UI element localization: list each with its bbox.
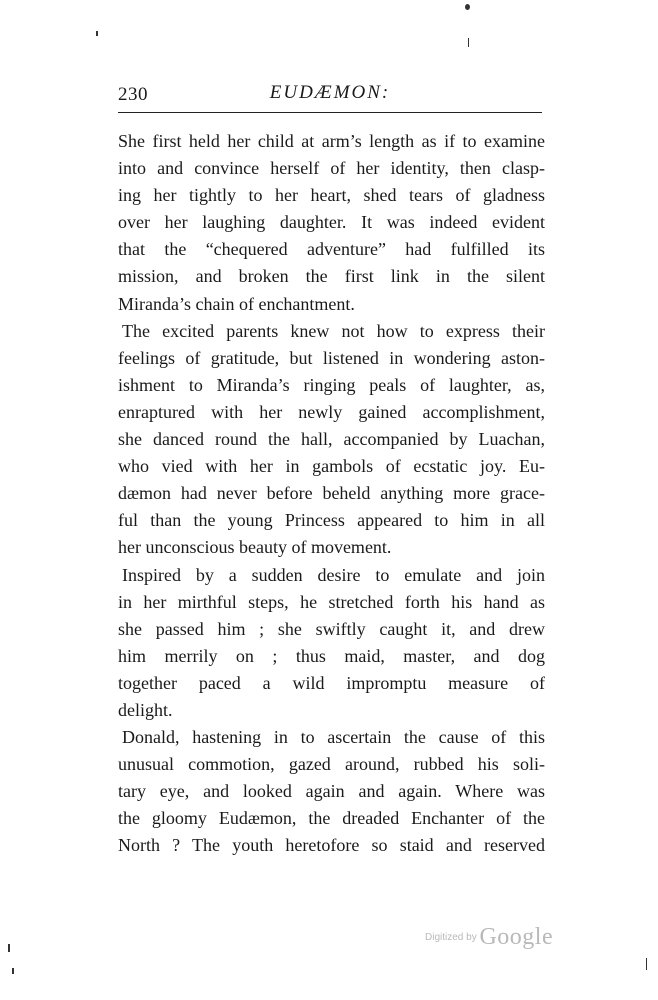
header-rule — [118, 112, 542, 113]
text-line: that the “chequered adventure” had fulfilled its — [118, 239, 545, 260]
text-line: who vied with her in gambols of ecstatic joy. Eu- — [118, 456, 545, 477]
text-line: tary eye, and looked again and again. Where was — [118, 781, 545, 802]
text-line: enraptured with her newly gained accomplishment, — [118, 401, 545, 422]
text-line: North ? The youth heretofore so staid and reserved — [118, 835, 545, 856]
text-line: in her mirthful steps, he stretched forth his hand as — [118, 591, 545, 612]
text-line: ful than the young Princess appeared to him in all — [118, 510, 545, 531]
page-number: 230 — [118, 84, 148, 105]
text-line: together paced a wild impromptu measure of — [118, 672, 545, 693]
ink-speck — [8, 944, 10, 952]
text-line: over her laughing daughter. It was indeed evident — [118, 212, 545, 233]
ink-speck — [96, 31, 98, 36]
text-line: ishment to Miranda’s ringing peals of laughter, as, — [118, 374, 545, 395]
text-line: Miranda’s chain of enchantment. — [118, 293, 355, 314]
page-header — [118, 74, 542, 118]
body-text — [118, 128, 545, 860]
text-line: into and convince herself of her identity, then clasp- — [118, 158, 545, 179]
watermark-prefix: Digitized by — [425, 932, 480, 943]
text-line: She first held her child at arm’s length as if to examine — [118, 131, 545, 151]
ink-speck — [646, 958, 647, 970]
text-line: her unconscious beauty of movement. — [118, 537, 392, 558]
text-line: unusual commotion, gazed around, rubbed his soli- — [118, 754, 545, 775]
text-line: ing her tightly to her heart, shed tears of gladness — [118, 185, 545, 206]
ink-speck — [468, 38, 469, 47]
text-line: dæmon had never before beheld anything more grace- — [118, 483, 545, 504]
text-line: The excited parents knew not how to express their — [122, 320, 545, 341]
text-line: the gloomy Eudæmon, the dreaded Enchanter of the — [118, 808, 545, 829]
ink-speck — [12, 968, 14, 974]
text-line: delight. — [118, 699, 173, 720]
text-line: feelings of gratitude, but listened in wondering aston- — [118, 347, 545, 368]
text-line: Donald, hastening in to ascertain the cause of this — [122, 727, 545, 748]
digitized-watermark — [425, 924, 565, 958]
text-line: she danced round the hall, accompanied by Luachan, — [118, 429, 545, 450]
text-line: she passed him ; she swiftly caught it, and drew — [118, 618, 545, 639]
text-line: mission, and broken the first link in the silent — [118, 266, 545, 287]
ink-speck — [465, 4, 470, 10]
google-wordmark: Google — [479, 924, 554, 950]
text-line: Inspired by a sudden desire to emulate and join — [122, 564, 545, 585]
text-line: him merrily on ; thus maid, master, and dog — [118, 645, 545, 666]
running-title: EUDÆMON: — [269, 82, 391, 103]
